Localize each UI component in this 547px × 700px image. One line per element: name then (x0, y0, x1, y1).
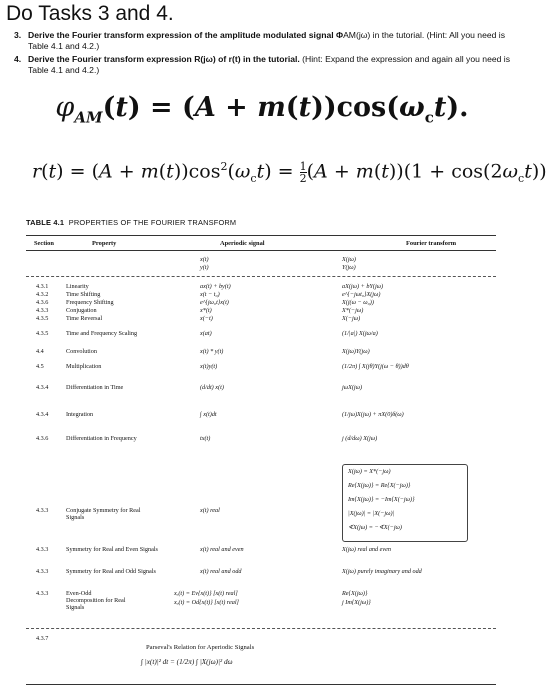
row-property: Symmetry for Real and Even Signals (66, 546, 158, 553)
row-signal: x*(t) (200, 307, 212, 314)
parseval-formula: ∫ |x(t)|² dt = (1/2π) ∫ |X(jω)|² dω (141, 658, 233, 666)
signal-x: x(t) (200, 256, 209, 263)
task-instruction: Derive the Fourier transform expression R(jω) of r(t) in the tutorial. (28, 54, 300, 64)
row-property: Frequency Shifting (66, 299, 114, 306)
row-property: Time Shifting (66, 291, 101, 298)
row-section: 4.3.5 (36, 315, 49, 322)
row-transform: X(j(ω − ω₀)) (342, 299, 374, 306)
row-signal: tx(t) (200, 435, 211, 442)
row-transform: (1/|a|) X(jω/a) (342, 330, 378, 337)
row-transform: X*(−jω) (342, 307, 364, 314)
row-signal: x(−t) (200, 315, 213, 322)
row-signal: x(t) * y(t) (200, 348, 224, 355)
row-property: Conjugate Symmetry for Real Signals (66, 507, 141, 522)
row-transform: X(jω) purely imaginary and odd (342, 568, 422, 575)
transform-y: Y(jω) (342, 264, 356, 271)
header-transform: Fourier transform (406, 240, 457, 247)
row-transform: (1/jω)X(jω) + πX(0)δ(ω) (342, 411, 404, 418)
row-property: Time Reversal (66, 315, 103, 322)
row-transform: X(−jω) (342, 315, 361, 322)
row-section: 4.4 (36, 348, 44, 355)
signal-y: y(t) (200, 264, 209, 271)
row-property: Even-Odd Decomposition for Real Signals (66, 590, 126, 612)
row-signal: x(at) (200, 330, 212, 337)
conj-sym-line: X(jω) = X*(−jω) (348, 468, 391, 475)
row-transform: e^{−jωt₀}X(jω) (342, 291, 381, 298)
row-section: 4.3.3 (36, 307, 49, 314)
row-property: Linearity (66, 283, 89, 290)
task-instruction: Derive the Fourier transform expression of the amplitude modulated signal Φ (28, 30, 344, 40)
row-signal: (d/dt) x(t) (200, 384, 224, 391)
row-property: Differentiation in Frequency (66, 435, 137, 442)
row-section: 4.3.4 (36, 411, 49, 418)
row-transform: X(jω) real and even (342, 546, 391, 553)
task-number: 4. (14, 54, 22, 64)
row-signal: ∫ x(t)dt (200, 411, 217, 418)
row-signal: e^{jω₀t}x(t) (200, 299, 229, 306)
row-transform: (1/2π) ∫ X(jθ)Y(j(ω − θ))dθ (342, 363, 409, 370)
row-section: 4.3.5 (36, 330, 49, 337)
am-signal-equation: $\varphi_{AM}(t) = (A + m(t))\cos(\omega_ct)$. (55, 92, 469, 127)
r-signal-equation: $r(t) = (A + m(t))\cos^2(\omega_ct)$ = $\frac{1}{2}$ $(A + m(t))(1 + \cos(2\omega_ct))$ (32, 159, 547, 186)
conj-sym-line: Im{X(jω)} = −Im{X(−jω)} (348, 496, 415, 503)
row-transform: j Im{X(jω)} (342, 599, 371, 606)
row-section: 4.3.6 (36, 435, 49, 442)
conj-sym-line: Re{X(jω)} = Re{X(−jω)} (348, 482, 411, 489)
row-section: 4.3.3 (36, 568, 49, 575)
row-signal: x(t) real and even (200, 546, 244, 553)
row-property: Conjugation (66, 307, 97, 314)
task-number: 3. (14, 30, 22, 40)
row-property: Time and Frequency Scaling (66, 330, 138, 337)
task-hint: AM(jω) in the tutorial. (Hint: All you need is Table 4.1 and 4.2.) (28, 30, 506, 51)
row-signal: xₑ(t) = Ev{x(t)} [x(t) real] (174, 590, 238, 597)
row-section: 4.3.2 (36, 291, 49, 298)
conj-sym-line: |X(jω)| = |X(−jω)| (348, 510, 395, 517)
row-property: Symmetry for Real and Odd Signals (66, 568, 156, 575)
row-signal: xₒ(t) = Od{x(t)} [x(t) real] (174, 599, 239, 606)
row-section: 4.3.3 (36, 507, 49, 514)
row-section: 4.3.7 (36, 635, 49, 642)
row-section: 4.3.3 (36, 546, 49, 553)
row-transform: X(jω)Y(jω) (342, 348, 370, 355)
row-signal: ax(t) + by(t) (200, 283, 231, 290)
row-property: Integration (66, 411, 94, 418)
table-title: PROPERTIES OF THE FOURIER TRANSFORM (68, 218, 237, 227)
row-signal: x(t) real (200, 507, 220, 514)
conj-sym-line: ∢X(jω) = −∢X(−jω) (348, 524, 402, 531)
row-signal: x(t)y(t) (200, 363, 218, 370)
row-section: 4.3.3 (36, 590, 49, 597)
header-property: Property (92, 240, 117, 247)
row-transform: aX(jω) + bY(jω) (342, 283, 384, 290)
task-3 (14, 30, 514, 52)
row-transform: j (d/dω) X(jω) (342, 435, 378, 442)
header-section: Section (34, 240, 54, 247)
row-property: Convolution (66, 348, 97, 355)
parseval-title: Parseval's Relation for Aperiodic Signals (146, 644, 255, 651)
row-section: 4.3.1 (36, 283, 49, 290)
header-signal: Aperiodic signal (220, 240, 265, 247)
transform-x: X(jω) (342, 256, 356, 263)
table-caption (26, 218, 236, 227)
row-signal: x(t − t₀) (200, 291, 220, 298)
row-section: 4.3.6 (36, 299, 49, 306)
row-property: Differentiation in Time (66, 384, 124, 391)
row-transform: Re{X(jω)} (342, 590, 368, 597)
task-hint: (Hint: Expand the expression and again all you need is Table 4.1 and 4.2.) (28, 54, 510, 75)
table-number: TABLE 4.1 (26, 218, 65, 227)
row-property: Multiplication (66, 363, 102, 370)
row-section: 4.5 (36, 363, 44, 370)
row-section: 4.3.4 (36, 384, 49, 391)
row-signal: x(t) real and odd (200, 568, 242, 575)
page-title: Do Tasks 3 and 4. (6, 2, 174, 25)
task-list (14, 30, 514, 78)
fourier-properties-table (26, 218, 496, 696)
task-4 (14, 54, 514, 76)
row-transform: jωX(jω) (342, 384, 363, 391)
